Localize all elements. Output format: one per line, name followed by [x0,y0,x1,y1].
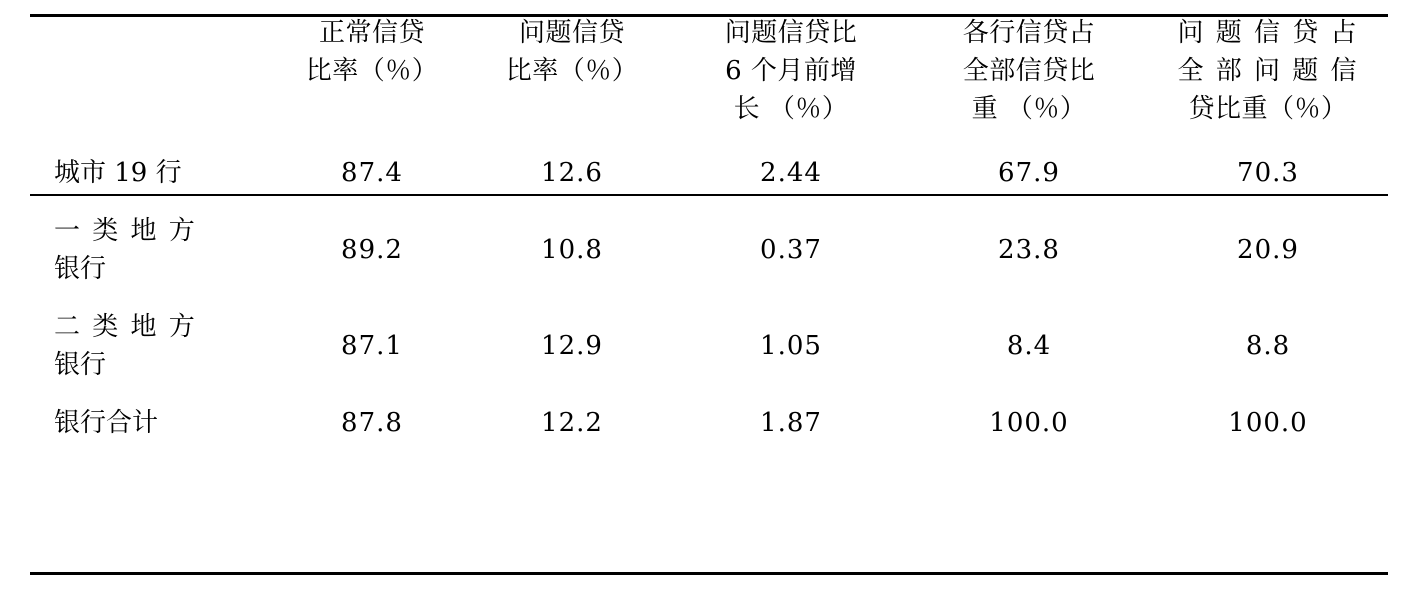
cell-normal-credit-ratio: 87.1 [341,331,403,361]
column-header-line: 问 题 信 贷 占 [1177,18,1359,48]
column-header-problem-credit-growth [672,0,910,144]
cell-problem-credit-growth: 1.05 [760,331,822,361]
column-header-line: 全部信贷比 [962,56,1096,86]
column-header-problem-credit-ratio [472,0,672,144]
cell-share-of-total-credit: 8.4 [1006,331,1052,361]
cell-normal-credit-ratio: 87.4 [341,158,403,188]
cell-share-of-total-credit: 67.9 [998,158,1060,188]
cell-problem-credit-growth: 1.87 [760,408,822,438]
column-header-share-of-total-problem-credit [1148,0,1388,144]
column-header-share-of-total-credit [910,0,1148,144]
cell-share-of-total-credit: 100.0 [989,408,1069,438]
cell-problem-credit-ratio: 12.9 [541,331,603,361]
cell-problem-credit-ratio: 10.8 [541,235,603,265]
cell-share-of-total-problem-credit: 8.8 [1245,331,1291,361]
table-row [30,202,1388,298]
column-header-line: 问题信贷 [518,18,625,48]
column-header-normal-credit-ratio [272,0,472,144]
row-label-line: 银行 [54,350,107,380]
cell-normal-credit-ratio: 87.8 [341,408,403,438]
cell-normal-credit-ratio: 89.2 [341,235,403,265]
column-header-line: 比率（％） [305,56,439,86]
cell-problem-credit-growth: 0.37 [760,235,822,265]
column-header-line: 全 部 问 题 信 [1177,56,1359,86]
row-label-bank-total [30,394,272,452]
cell-share-of-total-problem-credit: 20.9 [1237,235,1299,265]
cell-problem-credit-ratio: 12.2 [541,408,603,438]
column-header-line: 贷比重（％） [1188,94,1348,124]
table-header-row [30,0,1388,144]
column-header-line: 比率（％） [505,56,639,86]
column-header-stub [30,0,272,144]
cell-share-of-total-problem-credit: 70.3 [1237,158,1299,188]
column-header-line: 6 个月前增 [725,56,857,86]
row-label-line: 城市 19 行 [54,158,182,188]
table-body [30,144,1388,452]
row-label-line: 银行 [54,254,107,284]
column-header-line: 长 （％） [733,94,849,124]
table-header [30,0,1388,144]
cell-problem-credit-growth: 2.44 [760,158,822,188]
column-header-line: 问题信贷比 [724,18,858,48]
column-header-line: 各行信贷占 [962,18,1096,48]
row-label-line: 二 类 地 方 [54,312,197,342]
row-label-line: 一 类 地 方 [54,216,197,246]
cell-share-of-total-credit: 23.8 [998,235,1060,265]
row-label-line: 银行合计 [54,408,159,438]
table-row [30,298,1388,394]
row-label-type-two-local-banks [30,298,272,394]
table-top-rule [30,14,1388,17]
cell-problem-credit-ratio: 12.6 [541,158,603,188]
table-header-rule [30,194,1388,196]
credit-statistics-table [30,0,1388,452]
table-row [30,394,1388,452]
column-header-line: 正常信贷 [318,18,425,48]
column-header-line: 重 （％） [971,94,1087,124]
cell-share-of-total-problem-credit: 100.0 [1228,408,1308,438]
table-bottom-rule [30,572,1388,575]
row-label-type-one-local-banks [30,202,272,298]
